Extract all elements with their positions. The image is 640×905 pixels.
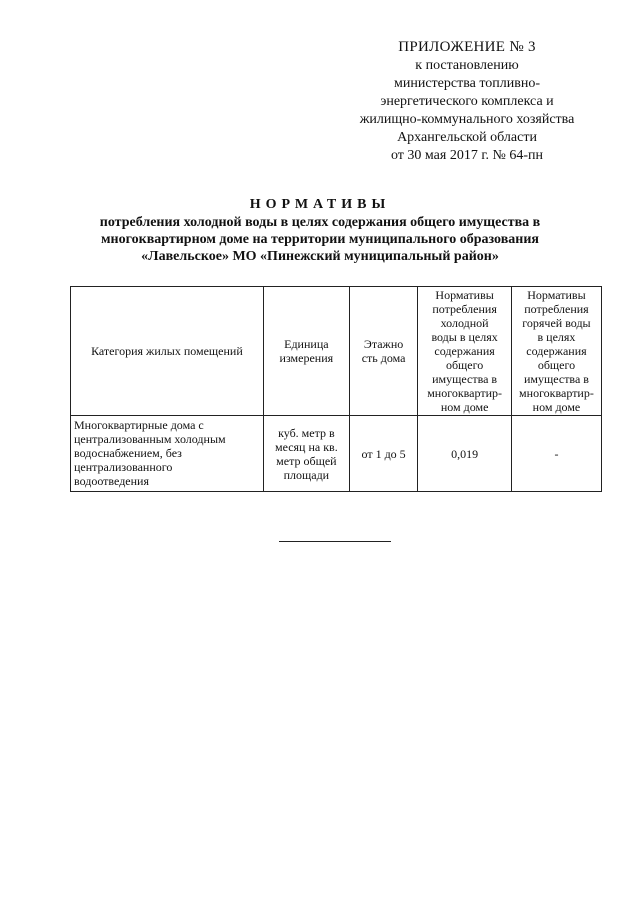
cell-category-line: централизованного [74,460,173,474]
header-line: Архангельской области [397,130,537,145]
header-cold-line: общего [445,358,484,372]
header-line: жилищно-коммунального хозяйства [359,112,575,127]
cell-floors: от 1 до 5 [349,416,417,492]
cell-category [71,416,264,492]
header-hot-line: Нормативы [527,288,586,302]
cell-category-line: водоснабжением, без [74,446,182,460]
header-unit-line: Единица [284,337,329,351]
header-cold-line: многоквартир- [427,386,503,400]
title-line: потребления холодной воды в целях содержания общего имущества в [99,215,541,230]
footer-divider [279,541,391,542]
header-cold-line: холодной [440,316,489,330]
header-cold-line: воды в целях [431,330,498,344]
header-cold-line: содержания [434,344,495,358]
header-unit-line: измерения [279,351,334,365]
cell-unit [263,416,349,492]
document-title [40,196,600,265]
header-cold-line: Нормативы [435,288,494,302]
header-floors-line: сть дома [361,351,406,365]
header-line: министерства топливно- [393,76,541,91]
header-floors [349,287,417,416]
cell-category-line: водоотведения [74,474,149,488]
cell-unit-line: месяц на кв. [274,439,338,454]
header-hot-line: многоквартир- [519,386,594,400]
title-main: НОРМАТИВЫ [249,197,391,212]
header-cold-line: имущества в [432,372,498,386]
header-cold-line: потребления [432,302,497,316]
header-line: к постановлению [415,58,519,73]
cell-category-line: централизованным холодным [74,432,226,446]
cell-hot-water-norm: - [511,416,601,492]
header-hot-water [511,287,601,416]
header-floors-line: Этажно [363,337,404,351]
cell-unit-line: площади [283,467,330,482]
header-hot-line: в целях [537,330,576,344]
table-row [71,416,602,492]
appendix-number: ПРИЛОЖЕНИЕ № 3 [398,39,536,55]
header-category-text: Категория жилых помещений [91,344,243,358]
cell-unit-line: метр общей [276,453,337,468]
norms-table [70,286,602,492]
header-category [71,287,264,416]
cell-cold-water-norm: 0,019 [418,416,512,492]
header-line: энергетического комплекса и [380,94,554,109]
header-cold-water [418,287,512,416]
table-header-row [71,287,602,416]
header-cold-line: ном доме [440,400,489,414]
title-line: многоквартирном доме на территории муниципального образования [101,232,539,247]
header-unit [263,287,349,416]
cell-unit-line: куб. метр в [278,425,335,440]
header-line: от 30 мая 2017 г. № 64-пн [390,148,544,163]
title-line: «Лавельское» МО «Пинежский муниципальный район» [141,249,499,264]
header-hot-line: общего [537,358,576,372]
header-hot-line: имущества в [523,372,589,386]
header-hot-line: содержания [526,344,587,358]
header-hot-line: ном доме [532,400,581,414]
appendix-header [338,38,596,165]
header-hot-line: горячей воды [522,316,591,330]
cell-category-line: Многоквартирные дома с [74,418,204,432]
header-hot-line: потребления [524,302,589,316]
